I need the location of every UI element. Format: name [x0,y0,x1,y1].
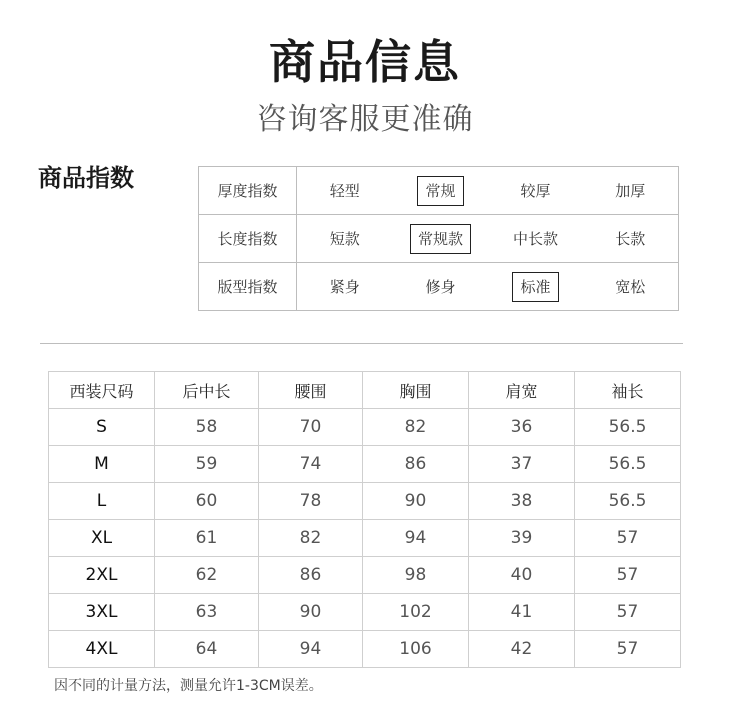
table-row [49,483,681,520]
column-header: 袖长 [575,372,681,409]
index-row-label: 厚度指数 [199,167,297,215]
index-option-label: 加厚 [615,181,646,200]
table-cell: 36 [469,409,575,446]
table-cell: 94 [363,520,469,557]
index-row-thickness [199,167,679,215]
size-chart-table [48,371,681,668]
column-header: 西装尺码 [49,372,155,409]
table-cell: 82 [259,520,363,557]
index-option-label: 中长款 [512,229,558,248]
index-option [489,263,583,311]
table-cell: 90 [363,483,469,520]
index-option [489,215,583,263]
table-cell: 90 [259,594,363,631]
index-option [583,215,679,263]
size-cell: L [49,483,155,520]
table-cell: 98 [363,557,469,594]
page-title: 商品信息 [269,35,461,89]
table-cell: 37 [469,446,575,483]
table-cell: 94 [259,631,363,668]
table-cell: 82 [363,409,469,446]
index-option [297,263,393,311]
column-header: 腰围 [259,372,363,409]
table-row [49,409,681,446]
index-row-label: 版型指数 [199,263,297,311]
index-option-selected: 常规 [417,176,463,206]
table-cell: 106 [363,631,469,668]
index-option-label: 轻型 [329,181,360,200]
index-row-length [199,215,679,263]
table-row [49,594,681,631]
table-cell: 57 [575,520,681,557]
table-cell: 42 [469,631,575,668]
size-table-header-row [49,372,681,409]
table-row [49,520,681,557]
index-option-selected: 标准 [512,272,558,302]
index-option-label: 短款 [329,229,360,248]
table-cell: 86 [363,446,469,483]
table-cell: 102 [363,594,469,631]
table-cell: 63 [155,594,259,631]
column-header: 胸围 [363,372,469,409]
index-option [297,167,393,215]
table-cell: 57 [575,557,681,594]
index-option [393,215,489,263]
table-cell: 64 [155,631,259,668]
table-cell: 40 [469,557,575,594]
table-cell: 62 [155,557,259,594]
column-header: 肩宽 [469,372,575,409]
size-cell: 2XL [49,557,155,594]
size-cell: S [49,409,155,446]
index-row-label: 长度指数 [199,215,297,263]
index-option-label: 长款 [615,229,646,248]
table-cell: 57 [575,594,681,631]
table-cell: 59 [155,446,259,483]
index-row-fit [199,263,679,311]
product-index-table [198,166,679,311]
index-option [393,167,489,215]
table-cell: 56.5 [575,483,681,520]
index-option-label: 较厚 [520,181,551,200]
index-option-label: 修身 [425,277,456,296]
table-row [49,446,681,483]
table-cell: 70 [259,409,363,446]
size-cell: XL [49,520,155,557]
table-cell: 86 [259,557,363,594]
size-cell: 3XL [49,594,155,631]
page-subtitle: 咨询客服更准确 [256,102,474,137]
section-divider [40,343,683,344]
index-option-selected: 常规款 [410,224,471,254]
table-cell: 78 [259,483,363,520]
table-cell: 39 [469,520,575,557]
table-cell: 61 [155,520,259,557]
table-cell: 38 [469,483,575,520]
index-option [583,263,679,311]
table-cell: 57 [575,631,681,668]
table-row [49,557,681,594]
size-cell: 4XL [49,631,155,668]
table-cell: 41 [469,594,575,631]
index-option-label: 紧身 [329,277,360,296]
index-option-label: 宽松 [615,277,646,296]
table-cell: 60 [155,483,259,520]
size-cell: M [49,446,155,483]
table-row [49,631,681,668]
table-cell: 74 [259,446,363,483]
table-cell: 58 [155,409,259,446]
measurement-note: 因不同的计量方法，测量允许1-3CM误差。 [54,678,323,694]
index-option [393,263,489,311]
index-option [583,167,679,215]
table-cell: 56.5 [575,409,681,446]
index-section-heading: 商品指数 [38,164,134,192]
index-option [297,215,393,263]
index-option [489,167,583,215]
column-header: 后中长 [155,372,259,409]
table-cell: 56.5 [575,446,681,483]
